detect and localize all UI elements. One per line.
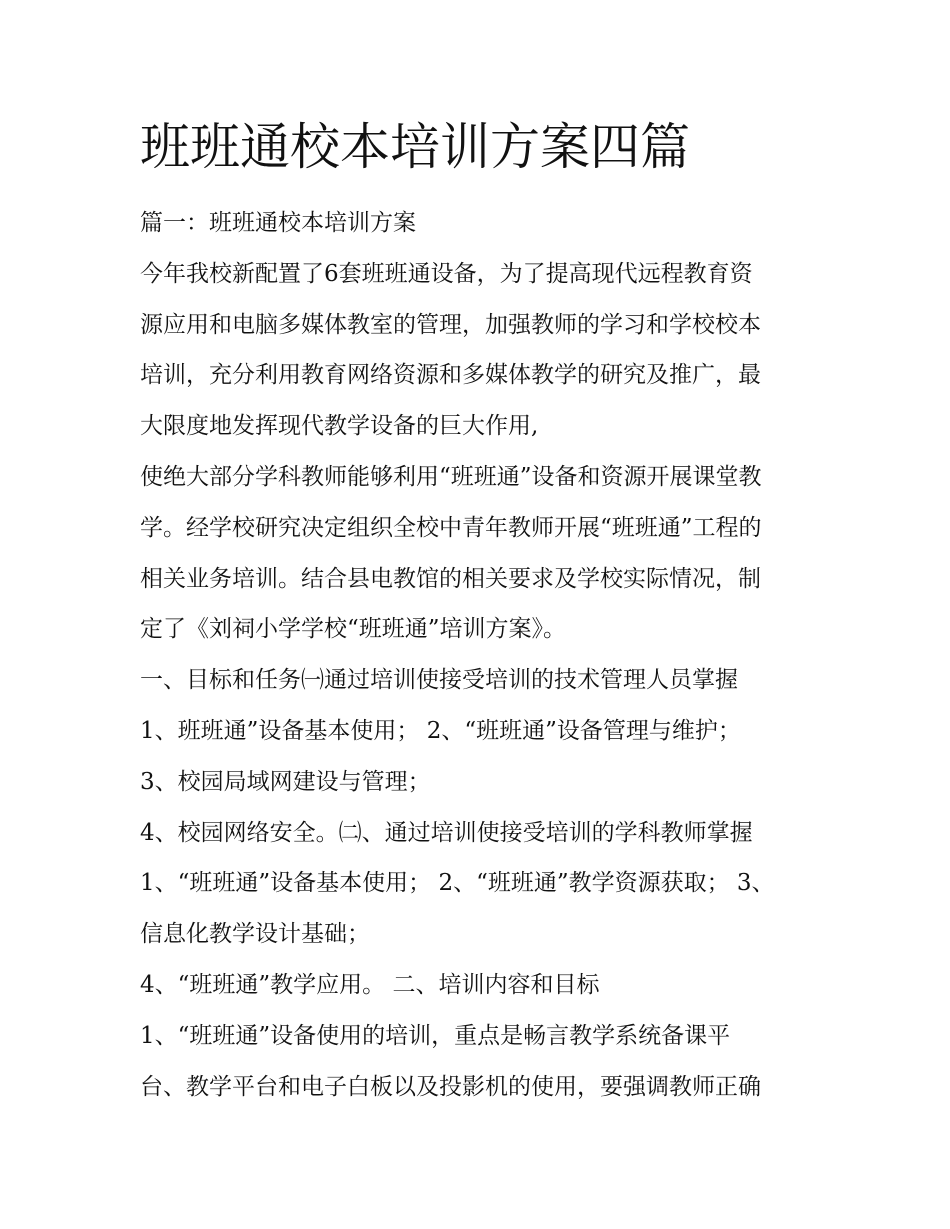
body-line: 4、校园网络安全。㈡、通过培训使接受培训的学科教师掌握: [140, 819, 753, 846]
body-line: 1、“班班通”设备基本使用； 2、“班班通”教学资源获取； 3、: [140, 870, 775, 897]
body-line: 源应用和电脑多媒体教室的管理，加强教师的学习和学校校本: [140, 311, 761, 338]
document-body: [140, 198, 820, 1112]
body-line: 大限度地发挥现代教学设备的巨大作用,: [140, 413, 539, 440]
body-line: 相关业务培训。结合县电教馆的相关要求及学校实际情况，制: [140, 565, 761, 592]
body-line: 使绝大部分学科教师能够利用“班班通”设备和资源开展课堂教: [140, 463, 762, 490]
body-line: 学。经学校研究决定组织全校中青年教师开展“班班通”工程的: [140, 514, 762, 541]
body-line: 今年我校新配置了6套班班通设备，为了提高现代远程教育资: [140, 260, 753, 287]
document-title: 班班通校本培训方案四篇: [140, 118, 690, 176]
body-line: 培训，充分利用教育网络资源和多媒体教学的研究及推广，最: [140, 362, 761, 389]
body-line: 3、校园局域网建设与管理；: [140, 768, 431, 795]
body-line: 信息化教学设计基础；: [140, 921, 370, 948]
body-line: 定了《刘祠小学学校“班班通”培训方案》。: [140, 616, 567, 643]
body-line: 一、目标和任务㈠通过培训使接受培训的技术管理人员掌握: [140, 667, 738, 694]
body-line: 台、教学平台和电子白板以及投影机的使用，要强调教师正确: [140, 1073, 761, 1100]
body-line: 4、“班班通”教学应用。 二、培训内容和目标: [140, 971, 600, 998]
body-line: 1、班班通”设备基本使用； 2、“班班通”设备管理与维护；: [140, 717, 741, 744]
body-line: 1、“班班通”设备使用的培训，重点是畅言教学系统备课平: [140, 1022, 731, 1049]
section-heading: 篇一：班班通校本培训方案: [140, 210, 416, 236]
